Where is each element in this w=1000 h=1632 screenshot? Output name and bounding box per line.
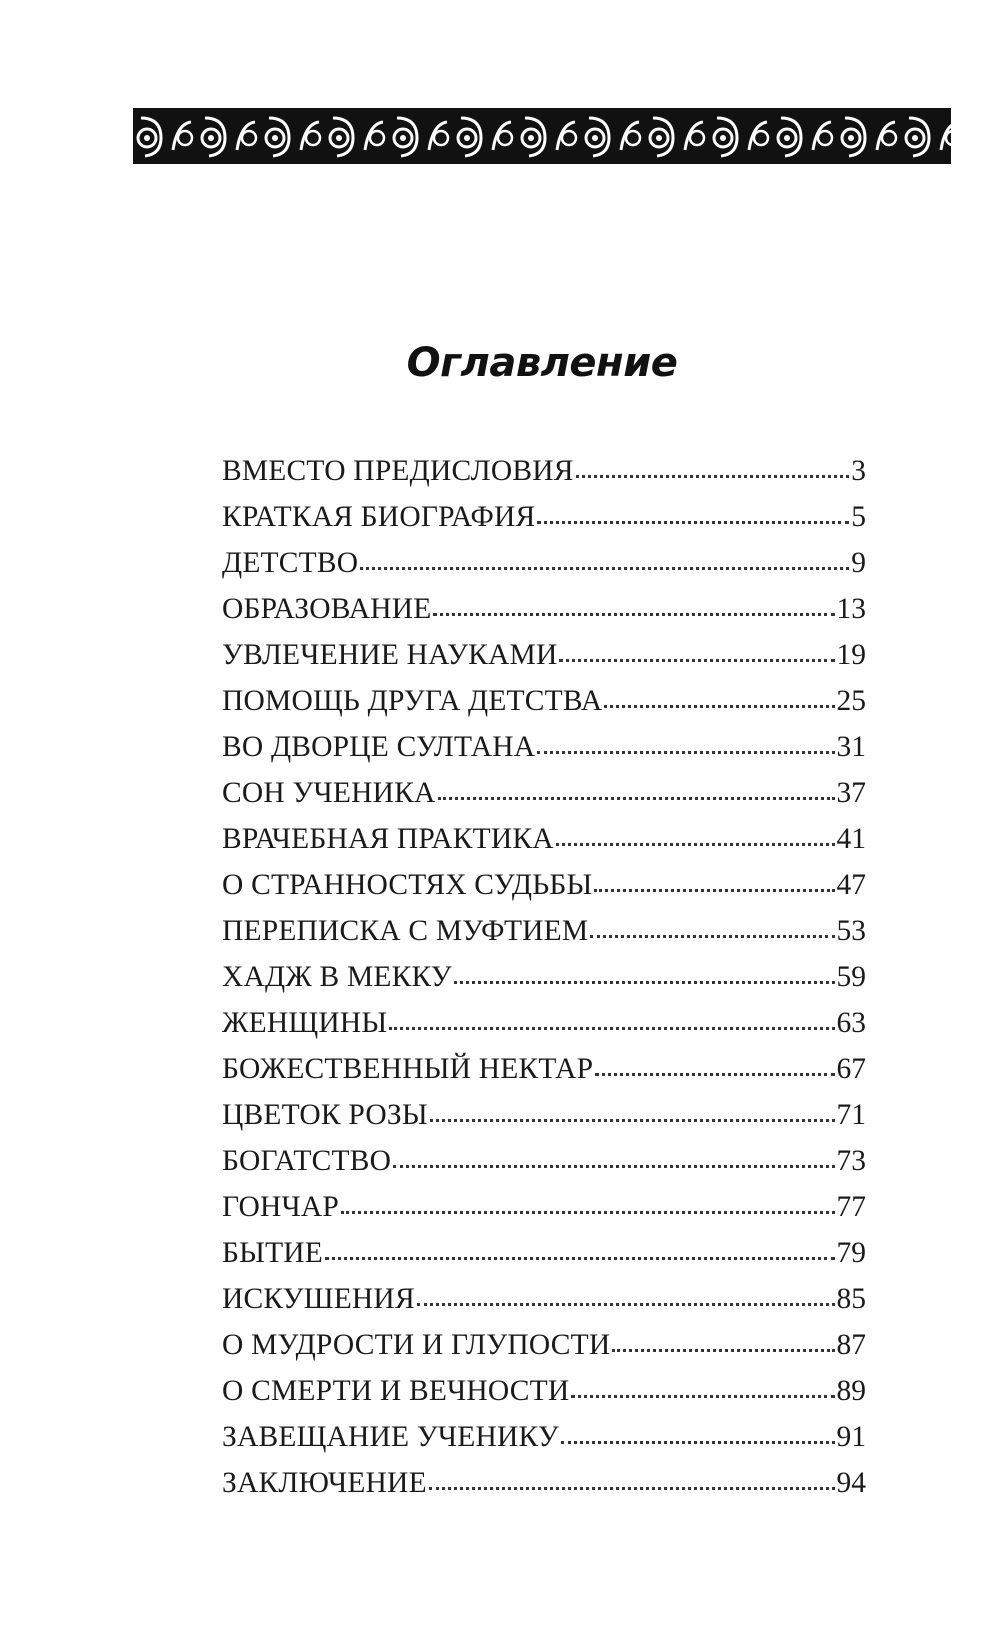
toc-entry[interactable] bbox=[222, 770, 866, 816]
toc-entry[interactable] bbox=[222, 1046, 866, 1092]
toc-entry-page-number: 9 bbox=[851, 547, 866, 579]
toc-entry[interactable] bbox=[222, 678, 866, 724]
toc-entry[interactable] bbox=[222, 494, 866, 540]
toc-entry-title: БЫТИЕ bbox=[222, 1237, 324, 1269]
toc-entry-page-number: 91 bbox=[836, 1421, 866, 1453]
toc-dot-leader bbox=[433, 611, 834, 616]
toc-entry-title: БОЖЕСТВЕННЫЙ НЕКТАР bbox=[222, 1053, 594, 1085]
toc-entry[interactable] bbox=[222, 1092, 866, 1138]
toc-entry-title: ПЕРЕПИСКА С МУФТИЕМ bbox=[222, 915, 589, 947]
toc-entry[interactable] bbox=[222, 1230, 866, 1276]
toc-dot-leader bbox=[590, 933, 834, 938]
toc-dot-leader bbox=[594, 887, 834, 892]
toc-entry[interactable] bbox=[222, 908, 866, 954]
toc-entry-title: ЖЕНЩИНЫ bbox=[222, 1007, 388, 1039]
toc-dot-leader bbox=[325, 1255, 834, 1260]
toc-entry-page-number: 79 bbox=[836, 1237, 866, 1269]
toc-dot-leader bbox=[595, 1071, 834, 1076]
toc-dot-leader bbox=[559, 657, 834, 662]
toc-entry-title: ПОМОЩЬ ДРУГА ДЕТСТВА bbox=[222, 685, 603, 717]
toc-dot-leader bbox=[430, 1117, 835, 1122]
toc-entry-page-number: 59 bbox=[836, 961, 866, 993]
toc-entry-page-number: 19 bbox=[836, 639, 866, 671]
toc-dot-leader bbox=[576, 473, 850, 478]
toc-entry-page-number: 94 bbox=[836, 1467, 866, 1499]
toc-entry[interactable] bbox=[222, 1322, 866, 1368]
toc-entry-title: О СМЕРТИ И ВЕЧНОСТИ bbox=[222, 1375, 570, 1407]
toc-entry-page-number: 53 bbox=[836, 915, 866, 947]
toc-dot-leader bbox=[612, 1347, 834, 1352]
toc-dot-leader bbox=[571, 1393, 834, 1398]
toc-entry-page-number: 89 bbox=[836, 1375, 866, 1407]
toc-dot-leader bbox=[454, 979, 835, 984]
toc-dot-leader bbox=[561, 1439, 835, 1444]
toc-dot-leader bbox=[417, 1301, 835, 1306]
toc-entry-page-number: 37 bbox=[836, 777, 866, 809]
toc-entry-title: О СТРАННОСТЯХ СУДЬБЫ bbox=[222, 869, 593, 901]
toc-entry-page-number: 77 bbox=[836, 1191, 866, 1223]
table-of-contents bbox=[222, 448, 866, 1506]
toc-entry-page-number: 63 bbox=[836, 1007, 866, 1039]
toc-entry-page-number: 47 bbox=[836, 869, 866, 901]
toc-entry[interactable] bbox=[222, 724, 866, 770]
toc-entry-page-number: 67 bbox=[836, 1053, 866, 1085]
toc-dot-leader bbox=[537, 749, 834, 754]
toc-entry-title: ОБРАЗОВАНИЕ bbox=[222, 593, 432, 625]
toc-entry[interactable] bbox=[222, 1138, 866, 1184]
toc-dot-leader bbox=[393, 1163, 834, 1168]
toc-entry[interactable] bbox=[222, 1276, 866, 1322]
toc-entry-page-number: 31 bbox=[836, 731, 866, 763]
toc-entry-title: БОГАТСТВО bbox=[222, 1145, 392, 1177]
toc-entry-title: ВО ДВОРЦЕ СУЛТАНА bbox=[222, 731, 536, 763]
toc-entry-page-number: 41 bbox=[836, 823, 866, 855]
toc-entry[interactable] bbox=[222, 1414, 866, 1460]
toc-dot-leader bbox=[389, 1025, 834, 1030]
toc-entry[interactable] bbox=[222, 540, 866, 586]
toc-entry-page-number: 85 bbox=[836, 1283, 866, 1315]
toc-entry[interactable] bbox=[222, 586, 866, 632]
toc-entry[interactable] bbox=[222, 1460, 866, 1506]
toc-dot-leader bbox=[429, 1485, 835, 1490]
toc-entry[interactable] bbox=[222, 954, 866, 1000]
toc-entry-title: КРАТКАЯ БИОГРАФИЯ bbox=[222, 501, 536, 533]
toc-entry-title: СОН УЧЕНИКА bbox=[222, 777, 436, 809]
toc-entry-page-number: 71 bbox=[836, 1099, 866, 1131]
toc-entry[interactable] bbox=[222, 1184, 866, 1230]
toc-dot-leader bbox=[341, 1209, 834, 1214]
toc-entry[interactable] bbox=[222, 448, 866, 494]
toc-entry-title: ЦВЕТОК РОЗЫ bbox=[222, 1099, 428, 1131]
toc-entry-title: ИСКУШЕНИЯ bbox=[222, 1283, 415, 1315]
toc-entry[interactable] bbox=[222, 1368, 866, 1414]
toc-entry-title: ЗАВЕЩАНИЕ УЧЕНИКУ bbox=[222, 1421, 559, 1453]
toc-entry-page-number: 13 bbox=[836, 593, 866, 625]
toc-entry[interactable] bbox=[222, 1000, 866, 1046]
toc-dot-leader bbox=[556, 841, 835, 846]
toc-entry-title: О МУДРОСТИ И ГЛУПОСТИ bbox=[222, 1329, 611, 1361]
toc-entry-page-number: 73 bbox=[836, 1145, 866, 1177]
toc-entry-title: ХАДЖ В МЕККУ bbox=[222, 961, 452, 993]
ornament-icon bbox=[133, 104, 951, 168]
toc-entry-page-number: 25 bbox=[836, 685, 866, 717]
toc-entry-title: ВРАЧЕБНАЯ ПРАКТИКА bbox=[222, 823, 554, 855]
page-title: Оглавление bbox=[406, 340, 678, 386]
toc-entry[interactable] bbox=[222, 816, 866, 862]
toc-entry-title: ГОНЧАР bbox=[222, 1191, 340, 1223]
toc-entry-title: ВМЕСТО ПРЕДИСЛОВИЯ bbox=[222, 455, 574, 487]
toc-entry-page-number: 87 bbox=[836, 1329, 866, 1361]
toc-entry[interactable] bbox=[222, 632, 866, 678]
toc-entry[interactable] bbox=[222, 862, 866, 908]
decorative-ornament-border bbox=[133, 104, 951, 168]
toc-entry-page-number: 3 bbox=[851, 455, 866, 487]
toc-dot-leader bbox=[537, 519, 849, 524]
toc-dot-leader bbox=[360, 565, 849, 570]
toc-entry-title: ЗАКЛЮЧЕНИЕ bbox=[222, 1467, 427, 1499]
toc-dot-leader bbox=[438, 795, 835, 800]
toc-entry-title: УВЛЕЧЕНИЕ НАУКАМИ bbox=[222, 639, 558, 671]
toc-dot-leader bbox=[604, 703, 834, 708]
toc-entry-title: ДЕТСТВО bbox=[222, 547, 359, 579]
toc-entry-page-number: 5 bbox=[851, 501, 866, 533]
